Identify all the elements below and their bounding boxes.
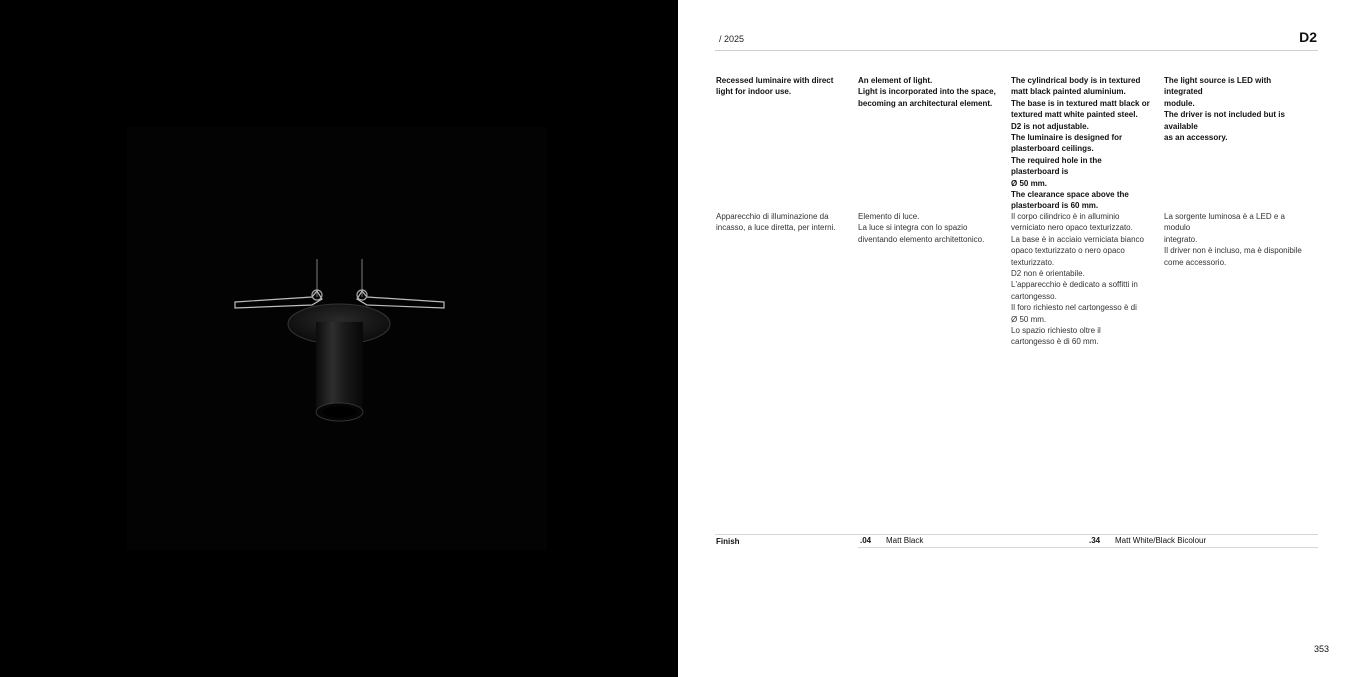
text-line: The light source is LED with integrated <box>1164 76 1272 97</box>
page-number: 353 <box>1313 644 1329 654</box>
italian-description-col4 <box>1164 211 1304 268</box>
product-photo <box>127 127 547 550</box>
text-line: matt black painted aluminium. <box>1011 87 1126 97</box>
text-line: module. <box>1164 98 1195 108</box>
text-line: The cylindrical body is in textured <box>1011 76 1141 85</box>
text-line: La luce si integra con lo spazio <box>858 223 968 233</box>
finish-name: Matt White/Black Bicolour <box>1115 536 1207 545</box>
finish-option-matt-black <box>860 536 923 545</box>
text-line: La base è in acciaio verniciata bianco <box>1011 234 1144 244</box>
text-line: becoming an architectural element. <box>858 98 993 108</box>
luminaire-illustration <box>127 127 547 550</box>
text-line: The required hole in the plasterboard is <box>1011 155 1102 177</box>
catalog-year: / 2025 <box>719 34 745 44</box>
text-page <box>678 0 1355 677</box>
italian-description-col2 <box>858 211 998 245</box>
finish-divider-top <box>715 534 1318 535</box>
header-divider <box>715 50 1318 51</box>
text-line: Il driver non è incluso, ma è disponibile <box>1164 246 1302 256</box>
italian-description-col3 <box>1011 211 1151 348</box>
english-description-col1 <box>716 75 856 98</box>
text-line: opaco texturizzato o nero opaco <box>1011 246 1125 256</box>
text-line: The clearance space above the <box>1011 190 1129 200</box>
text-line: Ø 50 mm. <box>1011 178 1048 188</box>
text-line: Apparecchio di illuminazione da <box>716 212 829 221</box>
english-description-col3 <box>1011 75 1151 212</box>
text-line: An element of light. <box>858 76 933 85</box>
text-line: verniciato nero opaco texturizzato. <box>1011 223 1133 233</box>
text-line: Lo spazio richiesto oltre il <box>1011 326 1101 336</box>
text-line: The base is in textured matt black or <box>1011 98 1150 108</box>
text-line: The driver is not included but is available <box>1164 110 1285 131</box>
text-line: Il corpo cilindrico è in alluminio <box>1011 212 1120 221</box>
italian-description-col1 <box>716 211 856 234</box>
text-line: incasso, a luce diretta, per interni. <box>716 223 836 233</box>
text-line: diventando elemento architettonico. <box>858 234 985 244</box>
finish-divider-bottom <box>858 547 1318 548</box>
text-line: D2 is not adjustable. <box>1011 121 1089 131</box>
text-line: L'apparecchio è dedicato a soffitti in <box>1011 280 1138 290</box>
text-line: come accessorio. <box>1164 257 1227 267</box>
text-line: Ø 50 mm. <box>1011 314 1047 324</box>
finish-code: .04 <box>860 536 872 545</box>
text-line: The luminaire is designed for <box>1011 133 1123 143</box>
english-description-col2 <box>858 75 998 109</box>
text-line: Recessed luminaire with direct <box>716 76 834 85</box>
text-line: integrato. <box>1164 234 1198 244</box>
finish-name: Matt Black <box>886 536 924 545</box>
text-line: cartongesso. <box>1011 291 1057 301</box>
text-line: cartongesso è di 60 mm. <box>1011 337 1099 347</box>
text-line: Elemento di luce. <box>858 212 920 221</box>
finish-option-white-black <box>1089 536 1206 545</box>
text-line: D2 non è orientabile. <box>1011 269 1085 279</box>
text-line: plasterboard is 60 mm. <box>1011 201 1099 211</box>
text-line: plasterboard ceilings. <box>1011 144 1094 154</box>
finish-label: Finish <box>716 537 740 546</box>
finish-code: .34 <box>1089 536 1101 545</box>
text-line: as an accessory. <box>1164 133 1228 143</box>
text-line: texturizzato. <box>1011 257 1055 267</box>
text-line: textured matt white painted steel. <box>1011 110 1138 120</box>
text-line: Il foro richiesto nel cartongesso è di <box>1011 303 1137 313</box>
text-line: light for indoor use. <box>716 87 792 97</box>
text-line: La sorgente luminosa è a LED e a modulo <box>1164 212 1285 233</box>
text-line: Light is incorporated into the space, <box>858 87 996 97</box>
english-description-col4 <box>1164 75 1304 143</box>
model-name: D2 <box>1299 29 1317 45</box>
